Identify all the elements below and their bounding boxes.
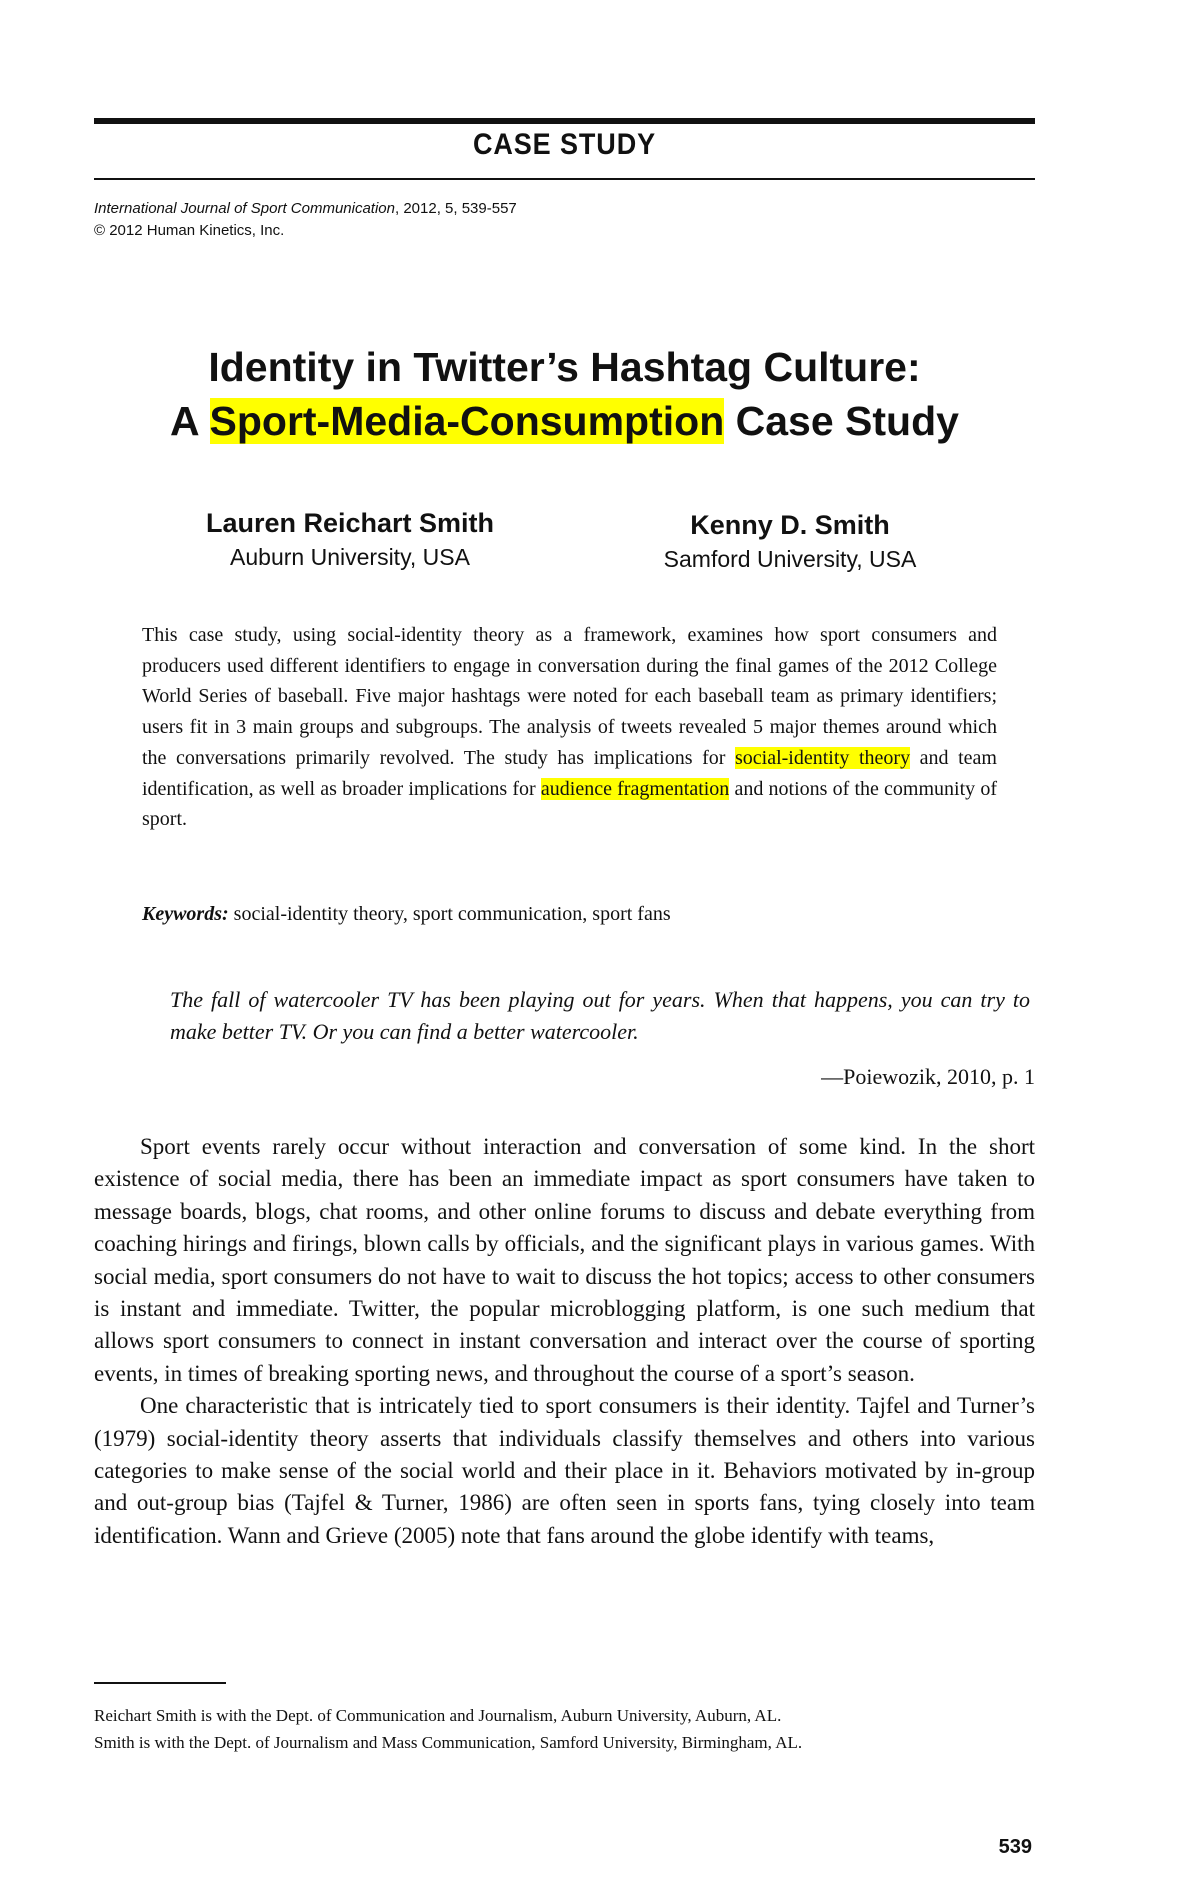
keywords-label: Keywords: (142, 903, 229, 925)
body-text (94, 1131, 1035, 1552)
author-affiliation: Samford University, USA (663, 546, 917, 572)
journal-info (94, 198, 517, 242)
abstract-text: and notions of the community of sport. (142, 777, 997, 831)
author-affiliation: Auburn University, USA (230, 544, 470, 570)
author-name: Kenny D. Smith (690, 510, 890, 540)
article-title (94, 340, 1035, 448)
header-rule (94, 178, 1035, 180)
journal-citation: , 2012, 5, 539-557 (395, 200, 517, 217)
epigraph-quote: The fall of watercooler TV has been playing out for years. When that happens, you can try to make better TV. Or you can find a better watercooler. (170, 987, 1030, 1044)
abstract-highlight: social-identity theory (734, 746, 911, 769)
abstract-text: and team identification, as well as broader implications for (142, 746, 997, 800)
title-highlight: Sport-Media-Consumption (209, 398, 725, 444)
title-suffix: Case Study (724, 398, 959, 444)
title-line-1: Identity in Twitter’s Hashtag Culture: (208, 344, 921, 390)
author-name: Lauren Reichart Smith (205, 508, 495, 538)
abstract-text: This case study, using social-identity theory as a framework, examines how sport consumers and producers used different identifiers to engage in conversation during the final games of the 2012 College World Series of baseball. Five major hashtags were noted for each baseball team as primary identifiers; users fit in 3 main groups and subgroups. The analysis of tweets revealed 5 major themes around which the conversations primarily revolved. The study has implications for (142, 624, 997, 769)
body-paragraph: One characteristic that is intricately tied to sport consumers is their identity. Tajfel and Turner’s (1979) social-identity theory asserts that individuals classify themselves and others into various categories to make sense of the social world and their place in it. Behaviors motivated by in-group and out-group bias (Tajfel & Turner, 1986) are often seen in sports fans, tying closely into team identification. Wann and Grieve (2005) note that fans around the globe identify with teams, (94, 1393, 1035, 1548)
keywords (142, 903, 671, 926)
journal-citation-line (94, 198, 517, 220)
journal-name: International Journal of Sport Communication (94, 200, 395, 217)
author-block-2 (600, 508, 980, 576)
footnote: Smith is with the Dept. of Journalism and Mass Communication, Samford University, Birmingham, AL. (94, 1733, 803, 1752)
copyright-line: © 2012 Human Kinetics, Inc. (94, 222, 285, 239)
keywords-list: social-identity theory, sport communication, sport fans (228, 903, 671, 925)
title-line-2 (94, 394, 1035, 448)
author-block-1 (160, 506, 540, 574)
footnote-rule (94, 1682, 226, 1684)
abstract (142, 620, 997, 835)
abstract-highlight: audience fragmentation (540, 777, 730, 800)
epigraph-citation: —Poiewozik, 2010, p. 1 (821, 1064, 1035, 1089)
body-paragraph: Sport events rarely occur without interaction and conversation of some kind. In the short existence of social media, there has been an immediate impact as sport consumers have taken to message boards, blogs, chat rooms, and other online forums to discuss and debate everything from coaching hirings and firings, blown calls by officials, and the significant plays in various games. With social media, sport consumers do not have to wait to discuss the hot topics; access to other consumers is instant and immediate. Twitter, the popular microblogging platform, is one such medium that allows sport consumers to connect in instant conversation and interact over the course of sporting events, in times of breaking sporting news, and throughout the course of a sport’s season. (94, 1134, 1035, 1386)
page-number: 539 (998, 1836, 1032, 1858)
title-prefix: A (170, 398, 210, 444)
footnotes (94, 1702, 1035, 1756)
section-label: CASE STUDY (472, 128, 657, 161)
footnote: Reichart Smith is with the Dept. of Communication and Journalism, Auburn University, Auburn, AL. (94, 1706, 782, 1725)
top-rule (94, 118, 1035, 124)
